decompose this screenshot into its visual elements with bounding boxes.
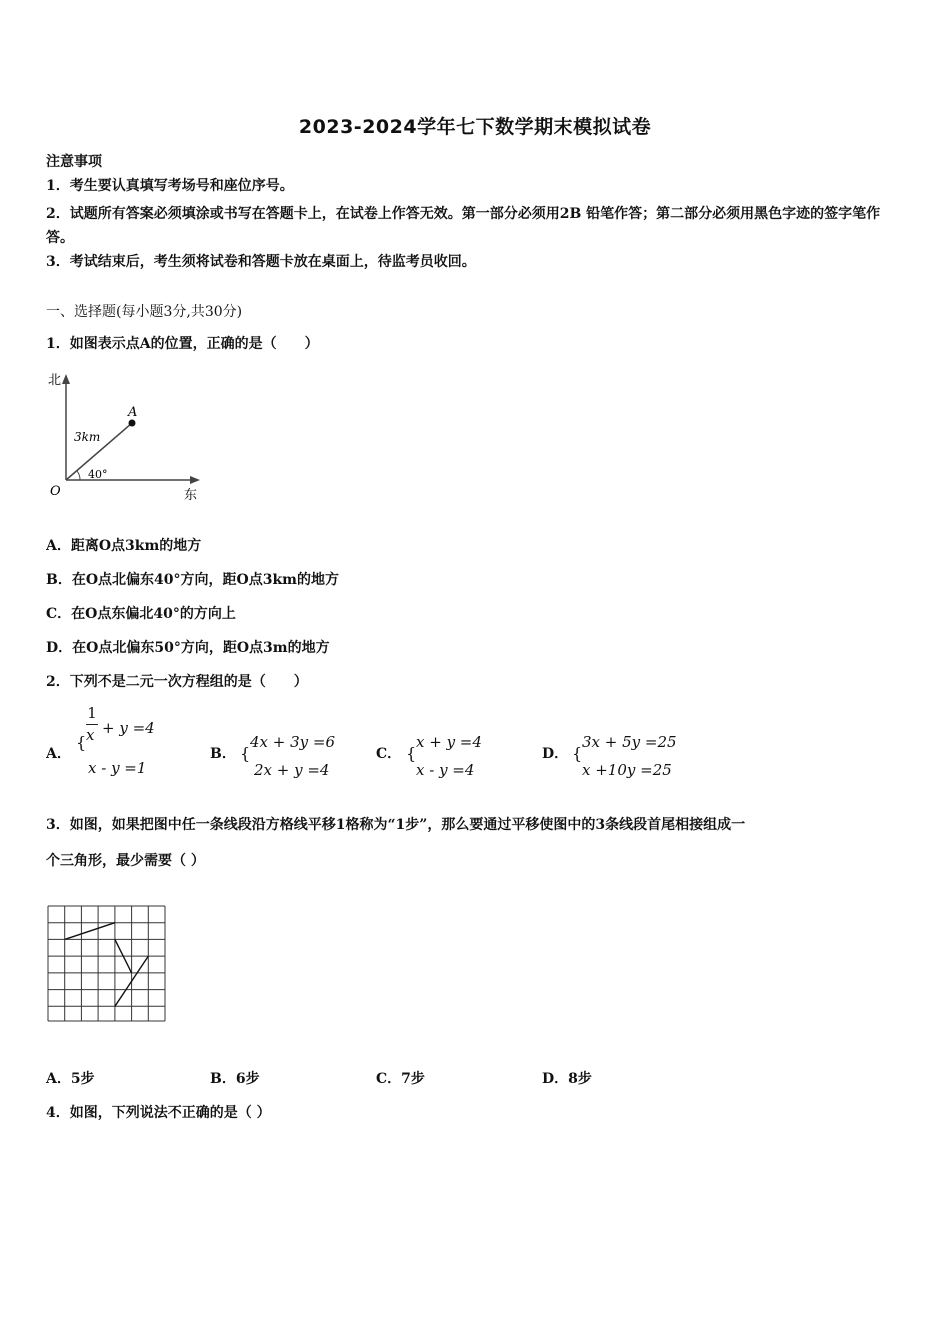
q1-stem: 1．如图表示点A的位置，正确的是（ ） [46, 336, 319, 352]
point-a-dot [129, 420, 136, 427]
east-arrow-icon [190, 476, 200, 484]
q1-option-a: A．距离O点3km的地方 [46, 538, 202, 554]
q4-stem: 4．如图，下列说法不正确的是（ ） [46, 1105, 271, 1121]
q1-direction-figure [44, 368, 214, 506]
notice-item-1: 1．考生要认真填写考场号和座位序号。 [46, 178, 294, 194]
angle-arc [77, 471, 80, 480]
q2-option-c-brace: { [406, 744, 417, 763]
section-heading: 一、选择题(每小题3分,共30分) [46, 304, 243, 320]
segment-1 [65, 923, 115, 940]
q3-option-b: B．6步 [210, 1071, 260, 1087]
q2-option-b-brace: { [240, 744, 251, 763]
q2-option-a-line1: + y =4 [102, 719, 155, 737]
q2-option-b-label: B． [210, 746, 236, 762]
q2-option-d-brace: { [572, 744, 583, 763]
q2-option-a-frac-num: 1 [87, 704, 97, 722]
q3-option-a: A．5步 [46, 1071, 95, 1087]
q2-option-a-frac-den: x [86, 726, 95, 744]
q2-option-c-line1: x + y =4 [416, 733, 482, 751]
north-label: 北 [48, 373, 62, 388]
distance-label: 3km [74, 430, 101, 444]
east-label: 东 [184, 488, 198, 503]
q3-grid-figure [46, 904, 168, 1024]
q2-option-c-line2: x - y =4 [416, 761, 475, 779]
q3-option-d: D．8步 [542, 1071, 592, 1087]
north-arrow-icon [62, 374, 70, 384]
q2-option-a-line2: x - y =1 [88, 759, 147, 777]
q3-stem-line2: 个三角形，最少需要（ ） [46, 853, 205, 869]
q2-option-b-line1: 4x + 3y =6 [250, 733, 336, 751]
q1-option-b: B．在O点北偏东40°方向，距O点3km的地方 [46, 572, 339, 588]
q2-option-d-line1: 3x + 5y =25 [582, 733, 677, 751]
point-a-label: A [128, 405, 138, 420]
q2-option-a-label: A． [46, 746, 71, 762]
q1-option-c: C．在O点东偏北40°的方向上 [46, 606, 236, 622]
q2-option-a-brace: { [76, 733, 87, 752]
origin-label: O [50, 484, 61, 499]
notice-item-3: 3．考试结束后，考生须将试卷和答题卡放在桌面上，待监考员收回。 [46, 254, 476, 270]
q2-option-c-label: C． [376, 746, 402, 762]
q1-option-d: D．在O点北偏东50°方向，距O点3m的地方 [46, 640, 330, 656]
q2-option-d-label: D． [542, 746, 569, 762]
q2-option-b-line2: 2x + y =4 [254, 761, 330, 779]
q2-option-d-line2: x +10y =25 [582, 761, 672, 779]
notice-item-2: 2．试题所有答案必须填涂或书写在答题卡上，在试卷上作答无效。第一部分必须用2B 铅笔作答；第二部分必须用黑色字迹的签字笔作答。 [46, 206, 881, 246]
q2-option-a-frac-bar [86, 724, 98, 725]
page-title: 2023-2024学年七下数学期末模拟试卷 [298, 116, 652, 138]
q3-stem-line1: 3．如图，如果把图中任一条线段沿方格线平移1格称为“1步”，那么要通过平移使图中的3条线段首尾相接组成一 [46, 817, 746, 833]
angle-label: 40° [88, 468, 108, 481]
q2-stem: 2．下列不是二元一次方程组的是（ ） [46, 674, 308, 690]
notice-heading: 注意事项 [46, 154, 102, 170]
q3-option-c: C．7步 [376, 1071, 425, 1087]
